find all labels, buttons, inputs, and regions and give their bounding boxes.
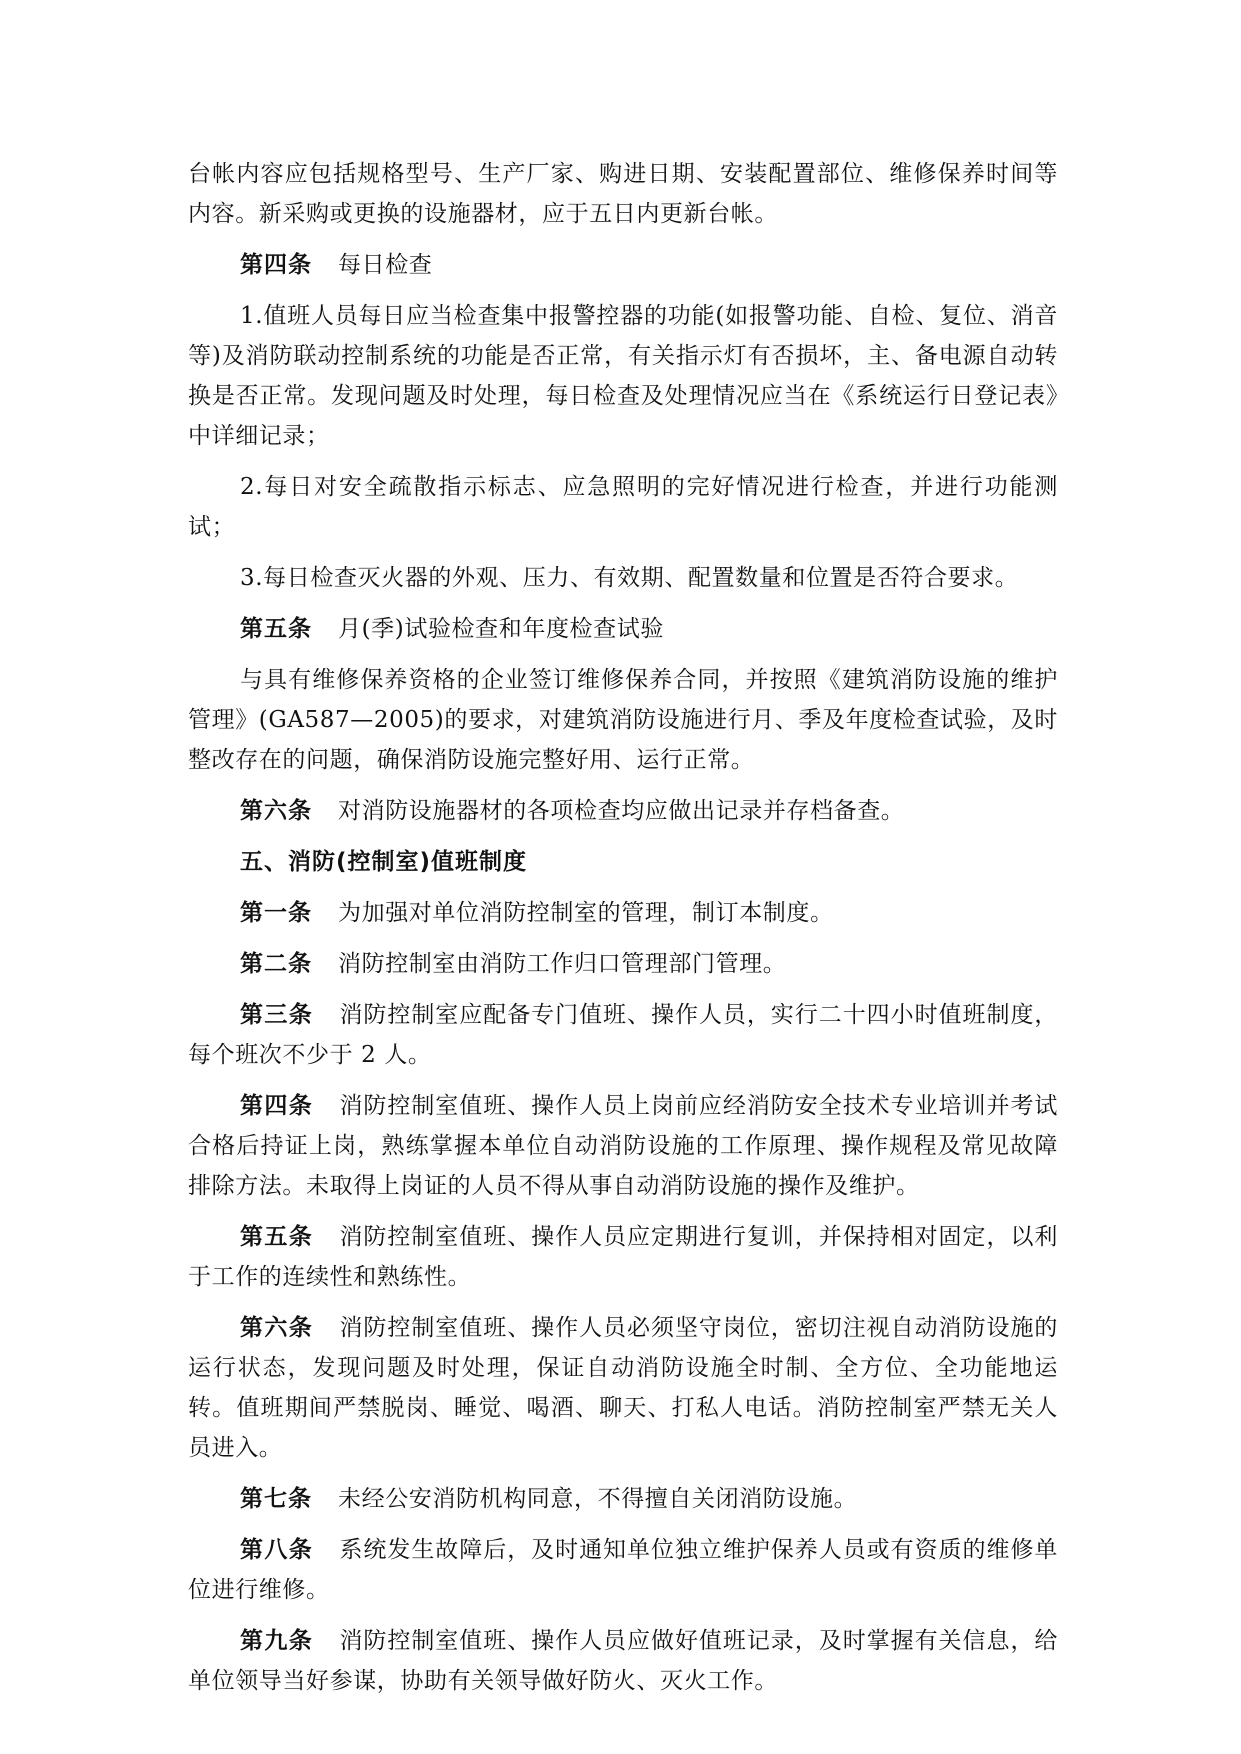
paragraph: 台帐内容应包括规格型号、生产厂家、购进日期、安装配置部位、维修保养时间等内容。新采购或更换的设施器材，应于五日内更新台帐。 [188,161,1058,227]
paragraph: 与具有维修保养资格的企业签订维修保养合同，并按照《建筑消防设施的维护管理》(GA587—2005)的要求，对建筑消防设施进行月、季及年度检查试验，及时整改存在的问题，确保消防设施完整好用、运行正常。 [188,667,1058,773]
paragraph: 第六条 对消防设施器材的各项检查均应做出记录并存档备查。 [240,798,905,824]
paragraph: 第二条 消防控制室由消防工作归口管理部门管理。 [240,951,787,977]
article-heading: 第五条 [240,1224,314,1250]
article-heading: 第三条 [240,1002,314,1028]
paragraph: 第四条 每日检查 [240,252,433,278]
paragraph: 3.每日检查灭火器的外观、压力、有效期、配置数量和位置是否符合要求。 [240,565,1019,591]
paragraph: 第八条 系统发生故障后，及时通知单位独立维护保养人员或有资质的维修单位进行维修。 [188,1537,1059,1603]
article-heading: 第六条 [240,798,312,824]
paragraph: 1.值班人员每日应当检查集中报警控器的功能(如报警功能、自检、复位、消音等)及消防联动控制系统的功能是否正常，有关指示灯有否损坏，主、备电源自动转换是否正常。发现问题及时处理，每日检查及处理情况应当在《系统运行日登记表》中详细记录； [188,303,1058,449]
article-heading: 第九条 [240,1628,314,1654]
article-heading: 第七条 [240,1486,312,1512]
paragraph: 第一条 为加强对单位消防控制室的管理，制订本制度。 [240,900,834,926]
paragraph: 第七条 未经公安消防机构同意，不得擅自关闭消防设施。 [240,1486,858,1512]
paragraph: 第六条 消防控制室值班、操作人员必须坚守岗位，密切注视自动消防设施的运行状态，发现问题及时处理，保证自动消防设施全时制、全方位、全功能地运转。值班期间严禁脱岗、睡觉、喝酒、聊天、打私人电话。消防控制室严禁无关人员进入。 [188,1315,1059,1461]
article-heading: 第一条 [240,900,312,926]
paragraph: 第五条 消防控制室值班、操作人员应定期进行复训，并保持相对固定，以利于工作的连续性和熟练性。 [188,1224,1059,1290]
paragraph: 2.每日对安全疏散指示标志、应急照明的完好情况进行检查，并进行功能测试； [188,474,1058,540]
article-heading: 第五条 [240,616,312,642]
paragraph: 第四条 消防控制室值班、操作人员上岗前应经消防安全技术专业培训并考试合格后持证上岗，熟练掌握本单位自动消防设施的工作原理、操作规程及常见故障排除方法。未取得上岗证的人员不得从事自动消防设施的操作及维护。 [188,1093,1059,1199]
article-heading: 第六条 [240,1315,314,1341]
article-heading: 第四条 [240,1093,314,1119]
document-body [188,154,1058,1712]
article-heading: 第四条 [240,252,312,278]
article-heading: 第八条 [240,1537,314,1563]
paragraph: 第三条 消防控制室应配备专门值班、操作人员，实行二十四小时值班制度，每个班次不少于 2 人。 [188,1002,1059,1068]
paragraph: 第九条 消防控制室值班、操作人员应做好值班记录，及时掌握有关信息，给单位领导当好参谋，协助有关领导做好防火、灭火工作。 [188,1628,1059,1694]
paragraph: 第五条 月(季)试验检查和年度检查试验 [240,616,664,642]
section-heading: 五、消防(控制室)值班制度 [240,849,528,875]
article-heading: 第二条 [240,951,312,977]
